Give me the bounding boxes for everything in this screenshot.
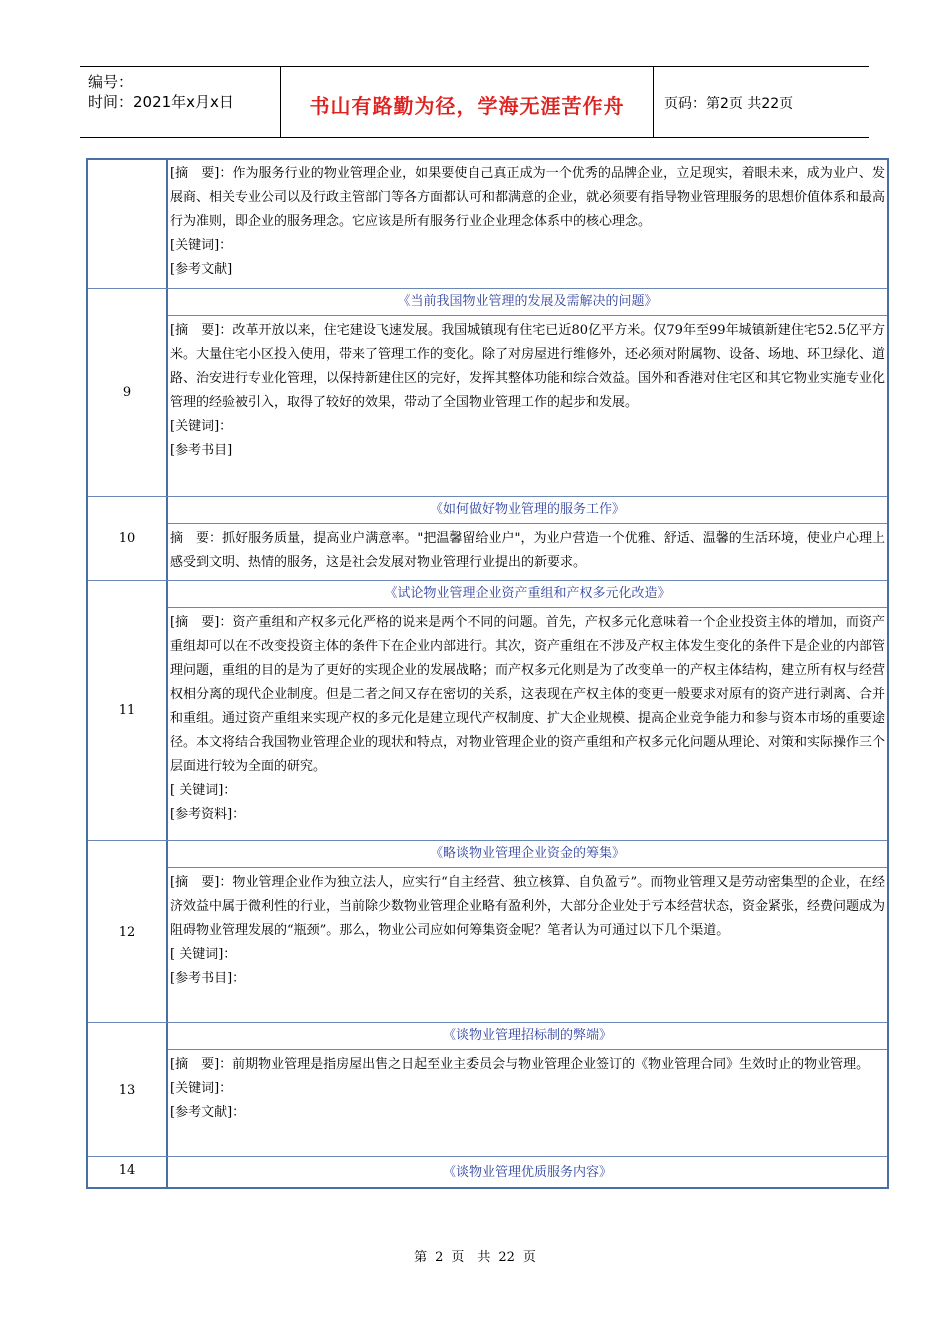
- row-title: 《试论物业管理企业资产重组和产权多元化改造》: [168, 581, 887, 608]
- table-row: [88, 1156, 887, 1188]
- row-content: [168, 581, 887, 841]
- row-number-cell: [88, 289, 168, 497]
- row-title: 《谈物业管理优质服务内容》: [442, 1165, 612, 1180]
- row-number: 9: [122, 385, 132, 400]
- row-body: [170, 319, 885, 463]
- row-title: 《当前我国物业管理的发展及需解决的问题》: [168, 289, 887, 316]
- row-body: [170, 611, 885, 827]
- row-number-cell: [88, 160, 168, 288]
- row-abstract: [摘 要]：改革开放以来，住宅建设飞速发展。我国城镇现有住宅已近80亿平方米。仅79年至99年城镇新建住宅52.5亿平方米。大量住宅小区投入使用，带来了管理工作的变化。除了对房屋进行维修外，还必须对附属物、设备、场地、环卫绿化、道路、治安进行专业化管理，以保持新建住区的完好，发挥其整体功能和综合效益。国外和香港对住宅区和其它物业实施专业化管理的经验被引入，取得了较好的效果，带动了全国物业管理工作的起步和发展。: [170, 323, 886, 410]
- table-row: [88, 580, 887, 841]
- row-number-cell: [88, 1023, 168, 1157]
- header-meta-cell: [80, 67, 281, 137]
- row-references: [参考书目]: [170, 443, 233, 458]
- row-keywords: [关键词]：: [170, 238, 233, 253]
- row-content: [168, 289, 887, 497]
- topics-table: [86, 158, 889, 1189]
- row-title: 《谈物业管理招标制的弊端》: [168, 1023, 887, 1050]
- row-content: [168, 497, 887, 581]
- row-number: 10: [118, 531, 136, 546]
- table-row: [88, 160, 887, 288]
- table-row: [88, 288, 887, 497]
- row-abstract: [摘 要]：作为服务行业的物业管理企业，如果要使自己真正成为一个优秀的品牌企业，立足现实，着眼未来，成为业户、发展商、相关专业公司以及行政主管部门等各方面都认可和都满意的企业，就必须要有指导物业管理服务的思想价值体系和最高行为准则，即企业的服务理念。它应该是所有服务行业企业理念体系中的核心理念。: [170, 166, 886, 229]
- row-content: [168, 1157, 887, 1188]
- row-number: 14: [118, 1163, 136, 1178]
- row-references: [参考文献]：: [170, 1105, 246, 1120]
- row-keywords: [关键词]：: [170, 419, 233, 434]
- row-number-cell: [88, 1157, 168, 1188]
- row-number: 12: [118, 925, 136, 940]
- row-references: [参考资料]：: [170, 807, 246, 822]
- row-references: [参考书目]：: [170, 971, 246, 986]
- row-abstract: [摘 要]：前期物业管理是指房屋出售之日起至业主委员会与物业管理企业签订的《物业管理合同》生效时止的物业管理。: [170, 1057, 870, 1072]
- table-row: [88, 840, 887, 1023]
- row-content: [168, 160, 887, 288]
- document-time-label: 时间：2021年x月x日: [88, 93, 234, 111]
- row-keywords: [ 关键词]：: [170, 947, 237, 962]
- row-abstract: [摘 要]：资产重组和产权多元化严格的说来是两个不同的问题。首先，产权多元化意味着一个企业投资主体的增加，而资产重组却可以在不改变投资主体的条件下在企业内部进行。其次，资产重组在不涉及产权主体发生变化的条件下是企业的内部管理问题，重组的目的是为了更好的实现企业的发展战略；而产权多元化则是为了改变单一的产权主体结构，建立所有权与经营权相分离的现代企业制度。但是二者之间又存在密切的关系，这表现在产权主体的变更一般要求对原有的资产进行剥离、合并和重组。通过资产重组来实现产权的多元化是建立现代产权制度、扩大企业规模、提高企业竞争能力和参与资本市场的重要途径。本文将结合我国物业管理企业的现状和特点，对物业管理企业的资产重组和产权多元化问题从理论、对策和实际操作三个层面进行较为全面的研究。: [170, 615, 886, 774]
- header-motto: 书山有路勤为径，学海无涯苦作舟: [309, 94, 625, 118]
- header-motto-cell: [281, 67, 654, 137]
- table-row: [88, 496, 887, 581]
- row-abstract: [摘 要]：物业管理企业作为独立法人，应实行“自主经营、独立核算、自负盈亏”。而物业管理又是劳动密集型的企业，在经济效益中属于微利性的行业，当前除少数物业管理企业略有盈利外，大部分企业处于亏本经营状态，资金紧张，经费问题成为阻碍物业管理发展的“瓶颈”。那么，物业公司应如何筹集资金呢？笔者认为可通过以下几个渠道。: [170, 875, 886, 938]
- row-body: [170, 527, 885, 575]
- row-body: [170, 162, 885, 282]
- row-number-cell: [88, 497, 168, 581]
- row-keywords: [关键词]：: [170, 1081, 233, 1096]
- row-number-cell: [88, 841, 168, 1023]
- row-content: [168, 1023, 887, 1157]
- row-body: [170, 1053, 885, 1125]
- footer-page-total: 22: [498, 1250, 515, 1265]
- footer-page-current: 2: [435, 1250, 444, 1265]
- row-number-cell: [88, 581, 168, 841]
- header-page-cell: [654, 67, 869, 137]
- header-page-info: 页码：第2页 共22页: [664, 96, 794, 112]
- footer-page-suffix: 页: [522, 1250, 536, 1265]
- row-abstract: 摘 要：抓好服务质量，提高业户满意率。"把温馨留给业户"，为业户营造一个优雅、舒适、温馨的生活环境，使业户心理上感受到文明、热情的服务，这是社会发展对物业管理行业提出的新要求。: [170, 531, 885, 570]
- row-content: [168, 841, 887, 1023]
- footer-page-middle: 页 共: [451, 1250, 491, 1265]
- row-number: 11: [118, 703, 136, 718]
- row-title: 《如何做好物业管理的服务工作》: [168, 497, 887, 524]
- document-number-label: 编号：: [88, 73, 134, 91]
- row-body: [170, 871, 885, 991]
- row-number: 13: [118, 1083, 136, 1098]
- page-header: [80, 66, 869, 138]
- footer-page-prefix: 第: [414, 1250, 428, 1265]
- row-title: 《略谈物业管理企业资金的筹集》: [168, 841, 887, 868]
- page-footer: [0, 1246, 950, 1265]
- table-row: [88, 1022, 887, 1157]
- row-keywords: [ 关键词]：: [170, 783, 237, 798]
- row-references: [参考文献]: [170, 262, 233, 277]
